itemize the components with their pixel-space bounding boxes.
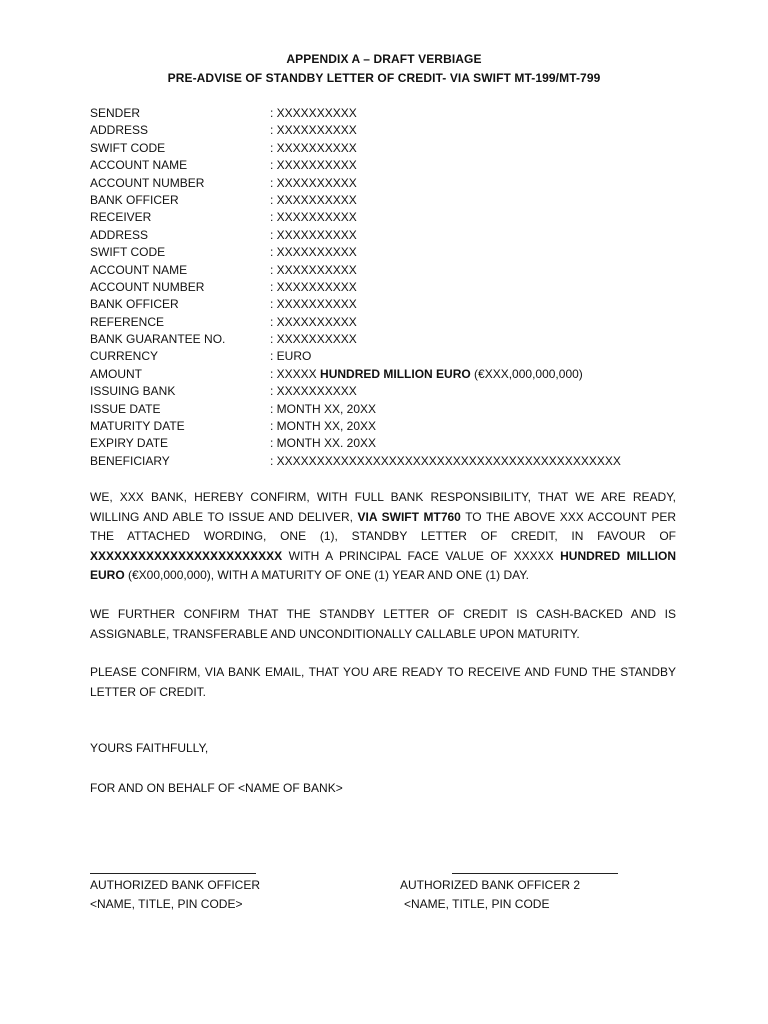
field-value: : XXXXXXXXXX: [270, 123, 357, 138]
field-row-expiry-date: [90, 435, 690, 452]
field-value: : XXXXXXXXXX: [270, 384, 357, 399]
signature-details-1: <NAME, TITLE, PIN CODE>: [90, 897, 243, 911]
field-row-receiver: [90, 209, 690, 226]
field-row-issue-date: [90, 401, 690, 418]
para-bold-beneficiary: XXXXXXXXXXXXXXXXXXXXXXXX: [90, 548, 283, 563]
para-bold-swift: VIA SWIFT MT760: [357, 509, 461, 524]
field-list: [90, 105, 690, 470]
field-row-sender-address: [90, 122, 690, 139]
field-row-maturity-date: [90, 418, 690, 435]
field-value: : XXXXXXXXXX: [270, 314, 357, 329]
field-label: ISSUING BANK: [90, 384, 176, 399]
para-text: (€X00,000,000), WITH A MATURITY OF ONE (1) YEAR AND ONE (1) DAY.: [124, 568, 530, 583]
signature-title-2: AUTHORIZED BANK OFFICER 2: [400, 878, 581, 892]
field-label: BANK OFFICER: [90, 297, 179, 312]
field-value: [270, 366, 583, 383]
field-label: BANK OFFICER: [90, 192, 179, 207]
confirmation-paragraph: [90, 488, 676, 586]
field-label: SWIFT CODE: [90, 245, 166, 260]
field-value: : XXXXXXXXXX: [270, 106, 357, 120]
field-value: : XXXXXXXXXX: [270, 297, 357, 312]
field-label: SENDER: [90, 106, 141, 120]
field-label: ACCOUNT NUMBER: [90, 175, 205, 190]
field-value: : MONTH XX. 20XX: [270, 436, 377, 451]
amount-prefix: : XXXXX: [270, 366, 321, 381]
field-label: EXPIRY DATE: [90, 436, 169, 451]
field-label: REFERENCE: [90, 314, 165, 329]
document-title: PRE-ADVISE OF STANDBY LETTER OF CREDIT- VIA SWIFT MT-199/MT-799: [167, 71, 601, 85]
field-row-reference: [90, 314, 690, 331]
field-label: MATURITY DATE: [90, 419, 185, 434]
field-row-issuing-bank: [90, 383, 690, 400]
behalf-line: FOR AND ON BEHALF OF <NAME OF BANK>: [90, 781, 343, 795]
field-value: : MONTH XX, 20XX: [270, 419, 377, 434]
field-value: : EURO: [270, 349, 312, 364]
field-value: : XXXXXXXXXX: [270, 175, 357, 190]
amount-suffix: (€XXX,000,000,000): [470, 366, 583, 381]
field-label: ADDRESS: [90, 227, 149, 242]
field-row-sender-swift: [90, 140, 690, 157]
field-row-receiver-address: [90, 227, 690, 244]
field-row-amount: [90, 366, 690, 383]
fund-request-paragraph: PLEASE CONFIRM, VIA BANK EMAIL, THAT YOU ARE READY TO RECEIVE AND FUND THE STANDBY LETTER OF CREDIT.: [90, 665, 676, 699]
amount-bold: HUNDRED MILLION EURO: [320, 366, 471, 381]
assignable-paragraph: WE FURTHER CONFIRM THAT THE STANDBY LETTER OF CREDIT IS CASH-BACKED AND IS ASSIGNABLE, TRANSFERABLE AND UNCONDITIONALLY CALLABLE UPON MATURITY.: [90, 607, 676, 641]
field-row-beneficiary: [90, 453, 690, 470]
field-value: : XXXXXXXXXXXXXXXXXXXXXXXXXXXXXXXXXXXXXXXXXXX: [270, 453, 621, 468]
field-value: : XXXXXXXXXX: [270, 227, 357, 242]
field-row-sender-bank-officer: [90, 192, 690, 209]
signature-line-1: [90, 873, 256, 874]
field-value: : XXXXXXXXXX: [270, 262, 357, 277]
field-row-receiver-account-name: [90, 262, 690, 279]
closing-salutation: YOURS FAITHFULLY,: [90, 741, 209, 755]
field-value: : MONTH XX, 20XX: [270, 401, 377, 416]
field-value: : XXXXXXXXXX: [270, 192, 357, 207]
field-row-receiver-bank-officer: [90, 296, 690, 313]
para-text: WE, XXX BANK, HEREBY CONFIRM, WITH FULL BANK RESPONSIBILITY, THAT WE ARE READY, WILLING AND ABLE TO ISSUE AND DELIVER,: [90, 490, 676, 524]
field-value: : XXXXXXXXXX: [270, 158, 357, 173]
field-value: : XXXXXXXXXX: [270, 279, 357, 294]
field-value: : XXXXXXXXXX: [270, 332, 357, 347]
appendix-title: APPENDIX A – DRAFT VERBIAGE: [286, 52, 482, 66]
field-row-sender: [90, 105, 690, 122]
field-label: BANK GUARANTEE NO.: [90, 332, 226, 347]
field-value: : XXXXXXXXXX: [270, 210, 357, 225]
field-value: : XXXXXXXXXX: [270, 245, 357, 260]
para-text: TO THE ABOVE XXX ACCOUNT PER THE ATTACHED WORDING, ONE (1), STANDBY LETTER OF CREDIT, IN FAVOUR OF: [90, 509, 677, 544]
field-value: : XXXXXXXXXX: [270, 140, 357, 155]
field-row-sender-account-name: [90, 157, 690, 174]
field-label: RECEIVER: [90, 210, 152, 225]
field-row-currency: [90, 348, 690, 365]
signature-details-2: <NAME, TITLE, PIN CODE: [404, 897, 550, 911]
field-label: ACCOUNT NAME: [90, 158, 188, 173]
field-label: ACCOUNT NUMBER: [90, 279, 205, 294]
field-row-receiver-account-number: [90, 279, 690, 296]
field-label: BENEFICIARY: [90, 453, 170, 468]
para-bold-amount: HUNDRED MILLION EURO: [90, 548, 676, 583]
signature-title-1: AUTHORIZED BANK OFFICER: [90, 878, 261, 892]
field-label: ACCOUNT NAME: [90, 262, 188, 277]
field-label: ADDRESS: [90, 123, 149, 138]
para-text: WITH A PRINCIPAL FACE VALUE OF XXXXX: [282, 548, 561, 563]
field-row-sender-account-number: [90, 175, 690, 192]
field-label: AMOUNT: [90, 366, 142, 381]
field-row-receiver-swift: [90, 244, 690, 261]
field-label: SWIFT CODE: [90, 140, 166, 155]
field-label: ISSUE DATE: [90, 401, 161, 416]
field-row-bank-guarantee: [90, 331, 690, 348]
field-label: CURRENCY: [90, 349, 159, 364]
signature-line-2: [452, 873, 618, 874]
